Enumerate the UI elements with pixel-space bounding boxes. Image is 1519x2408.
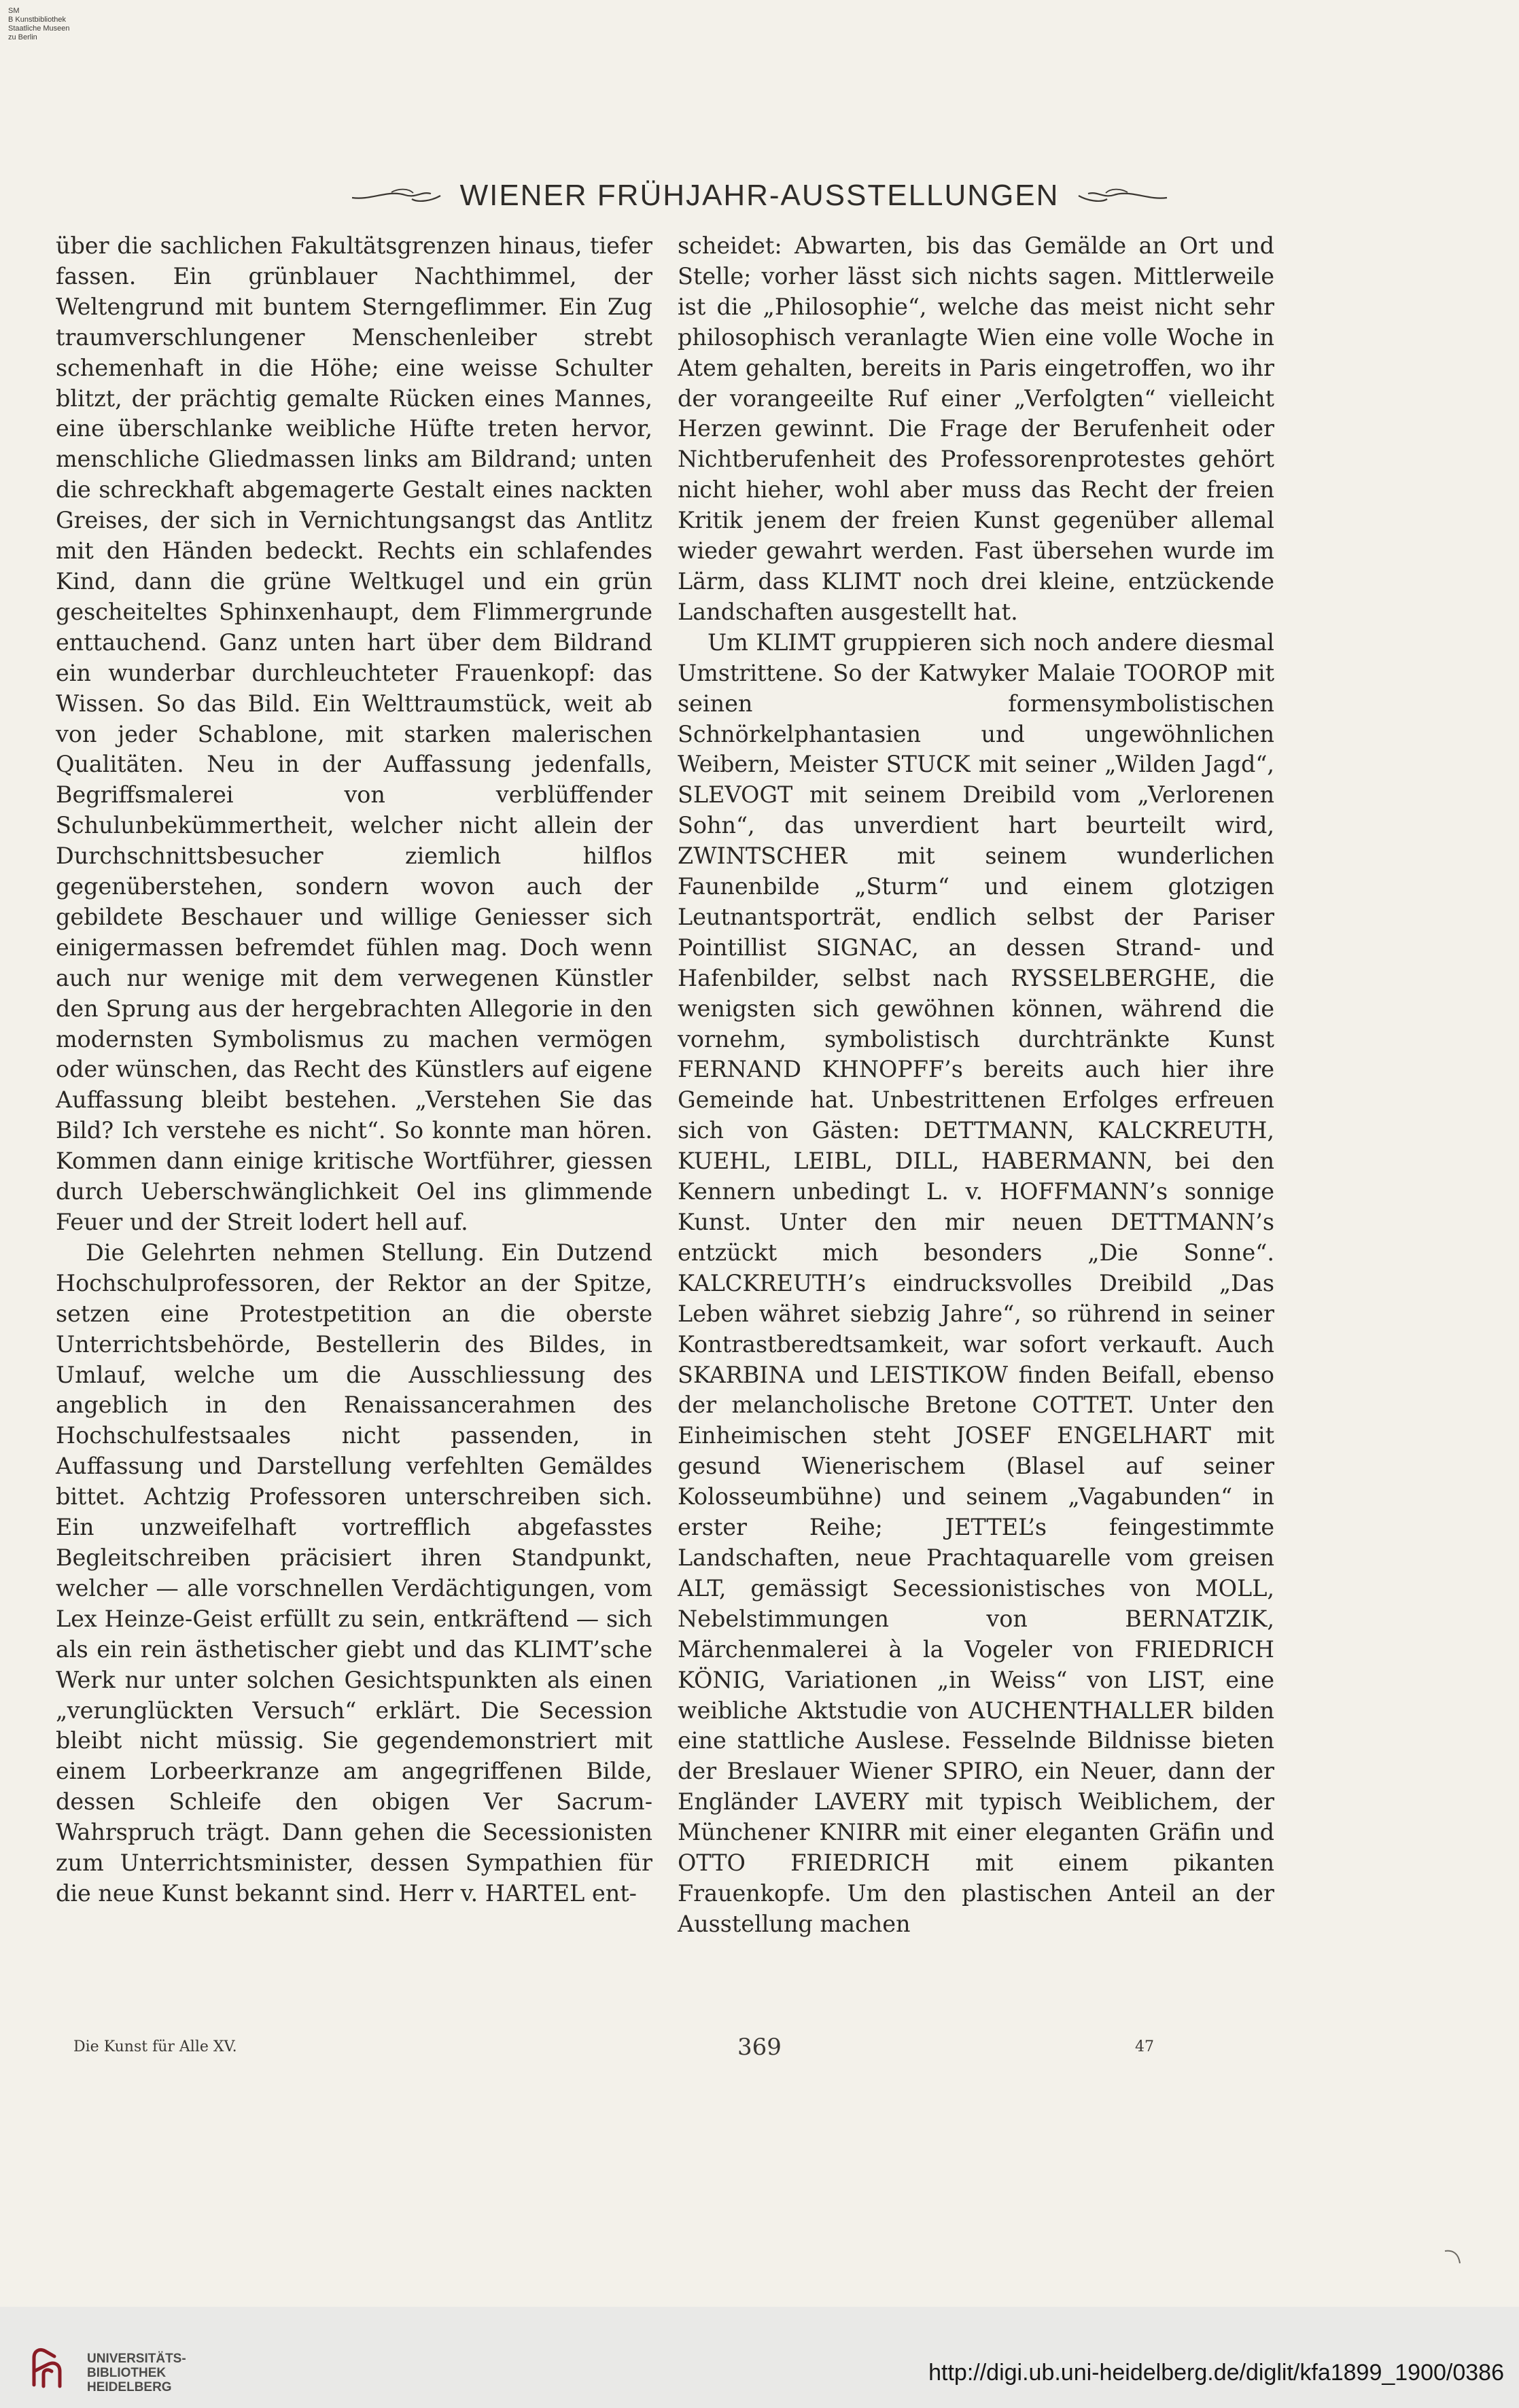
- paragraph: Um KLIMT gruppieren sich noch andere diesmal Umstrittene. So der Katwyker Malaie TOOROP mit seinen formensymbolistischen Schnörkelphantasien und ungewöhnlichen Weibern, Meister STUCK mit seiner „Wilden Jagd“, SLEVOGT mit seinem Dreibild vom „Verlorenen Sohn“, das unverdient hart beurteilt wird, ZWINTSCHER mit seinem wunderlichen Faunenbilde „Sturm“ und einem glotzigen Leutnantsporträt, endlich selbst der Pariser Pointillist SIGNAC, an dessen Strand- und Hafenbilder, selbst nach RYSSELBERGHE, die wenigsten sich gewöhnen können, während die vornehm, symbolistisch durchtränkte Kunst FERNAND KHNOPFF’s bereits auch hier ihre Gemeinde hat. Unbestrittenen Erfolges erfreuen sich von Gästen: DETTMANN, KALCKREUTH, KUEHL, LEIBL, DILL, HABERMANN, bei den Kennern unbedingt L. v. HOFFMANN’s sonnige Kunst. Unter den mir neuen DETTMANN’s entzückt mich besonders „Die Sonne“. KALCKREUTH’s eindrucksvolles Dreibild „Das Leben währet siebzig Jahre“, so rührend in seiner Kontrastberedtsamkeit, war sofort verkauft. Auch SKARBINA und LEISTIKOW finden Beifall, ebenso der melancholische Bretone COTTET. Unter den Einheimischen steht JOSEF ENGELHART mit gesund Wienerischem (Blasel auf seiner Kolosseumbühne) und seinem „Vagabunden“ in erster Reihe; JETTEL’s feingestimmte Landschaften, neue Prachtaquarelle vom greisen ALT, gemässigt Secessionistisches von MOLL, Nebelstimmungen von BERNATZIK, Märchenmalerei à la Vogeler von FRIEDRICH KÖNIG, Variationen „in Weiss“ von LIST, eine weibliche Aktstudie von AUCHENTHALLER bilden eine stattliche Auslese. Fesselnde Bildnisse bieten der Breslauer Wiener SPIRO, ein Neuer, dann der Engländer LAVERY mit typisch Weiblichem, der Münchener KNIRR mit einer eleganten Gräfin und OTTO FRIEDRICH mit einem pikanten Frauenkopfe. Um den plastischen Anteil an der Ausstellung machen: [678, 628, 1274, 1937]
- library-line: UNIVERSITÄTS-: [87, 2352, 186, 2366]
- signature-number: 47: [1135, 2038, 1154, 2055]
- journal-title: Die Kunst für Alle XV.: [73, 2038, 237, 2055]
- right-ornament-icon: [1077, 187, 1168, 205]
- library-stamp: [8, 7, 110, 42]
- right-text-column: [678, 231, 1274, 1940]
- library-line: BIBLIOTHEK: [87, 2366, 167, 2380]
- left-ornament-icon: [351, 187, 442, 205]
- left-text-column: [56, 231, 652, 1909]
- stamp-line: B Kunstbibliothek: [8, 16, 66, 24]
- stamp-line: SM: [8, 7, 20, 15]
- digitization-footer: [0, 2307, 1519, 2408]
- paragraph: über die sachlichen Fakultätsgrenzen hinaus, tiefer fassen. Ein grünblauer Nachthimmel, der Weltengrund mit buntem Sterngeflimmer. Ein Zug traumverschlungener Menschenleiber strebt schemenhaft in die Höhe; eine weisse Schulter blitzt, der prächtig gemalte Rücken eines Mannes, eine überschlanke weibliche Hüfte treten hervor, menschliche Gliedmassen links am Bildrand; unten die schreckhaft abgemagerte Gestalt eines nackten Greises, der sich in Vernichtungsangst das Antlitz mit den Händen bedeckt. Rechts ein schlafendes Kind, dann die grüne Weltkugel und ein grün gescheiteltes Sphinxenhaupt, dem Flimmergrunde enttauchend. Ganz unten hart über dem Bildrand ein wunderbar durchleuchteter Frauenkopf: das Wissen. So das Bild. Ein Welttraumstück, weit ab von jeder Schablone, mit starken malerischen Qualitäten. Neu in der Auffassung jedenfalls, Begriffsmalerei von verblüffender Schulunbekümmertheit, welcher nicht allein der Durchschnittsbesucher ziemlich hilflos gegenüberstehen, sondern wovon auch der gebildete Beschauer und willige Geniesser sich einigermassen befremdet fühlen mag. Doch wenn auch nur wenige mit dem verwegenen Künstler den Sprung aus der hergebrachten Allegorie in den modernsten Symbolismus zu machen vermögen oder wünschen, das Recht des Künstlers auf eigene Auffassung bleibt bestehen. „Verstehen Sie das Bild? Ich verstehe es nicht“. So konnte man hören. Kommen dann einige kritische Wortführer, giessen durch Ueberschwänglichkeit Oel ins glimmende Feuer und der Streit lodert hell auf.: [56, 232, 652, 1235]
- page-number: 369: [737, 2034, 782, 2061]
- heading-title: WIENER FRÜHJAHR-AUSSTELLUNGEN: [459, 179, 1060, 212]
- stamp-line: Staatliche Museen: [8, 24, 70, 33]
- page-heading: [0, 175, 1519, 216]
- library-name: [87, 2352, 186, 2394]
- paragraph: scheidet: Abwarten, bis das Gemälde an Ort und Stelle; vorher lässt sich nichts sagen. Mittlerweile ist die „Philosophie“, welche das meist nicht sehr philosophisch veranlagte Wien eine volle Woche in Atem gehalten, bereits in Paris eingetroffen, wo ihr der vorangeeilte Ruf einer „Verfolgten“ vielleicht Herzen gewinnt. Die Frage der Berufenheit oder Nichtberufenheit des Professorenprotestes gehört nicht hieher, wohl aber muss das Recht der freien Kritik jenem der freien Kunst gegenüber allemal wieder gewahrt werden. Fast übersehen wurde im Lärm, dass KLIMT noch drei kleine, entzückende Landschaften ausgestellt hat.: [678, 232, 1274, 625]
- pencil-mark-icon: [1441, 2246, 1468, 2266]
- paragraph: Die Gelehrten nehmen Stellung. Ein Dutzend Hochschulprofessoren, der Rektor an der Spitze, setzen eine Protestpetition an die oberste Unterrichtsbehörde, Bestellerin des Bildes, in Umlauf, welche um die Ausschliessung des angeblich in den Renaissancerahmen des Hochschulfestsaales nicht passenden, in Auffassung und Darstellung verfehlten Gemäldes bittet. Achtzig Professoren unterschreiben sich. Ein unzweifelhaft vortrefflich abgefasstes Begleitschreiben präcisiert ihren Standpunkt, welcher — alle vorschnellen Verdächtigungen, vom Lex Heinze-Geist erfüllt zu sein, entkräftend — sich als ein rein ästhetischer giebt und das KLIMT’sche Werk nur unter solchen Gesichtspunkten als einen „verunglückten Versuch“ erklärt. Die Secession bleibt nicht müssig. Sie gegendemonstriert mit einem Lorbeerkranze am angegriffenen Bilde, dessen Schleife den obigen Ver Sacrum-Wahrspruch trägt. Dann gehen die Secessionisten zum Unterrichtsminister, dessen Sympathien für die neue Kunst bekannt sind. Herr v. HARTEL ent-: [56, 1239, 652, 1907]
- library-line: HEIDELBERG: [87, 2380, 172, 2394]
- university-library-logo-icon: [27, 2344, 73, 2390]
- stamp-line: zu Berlin: [8, 33, 37, 41]
- source-url-link[interactable]: http://digi.ub.uni-heidelberg.de/diglit/kfa1899_1900/0386: [928, 2360, 1504, 2386]
